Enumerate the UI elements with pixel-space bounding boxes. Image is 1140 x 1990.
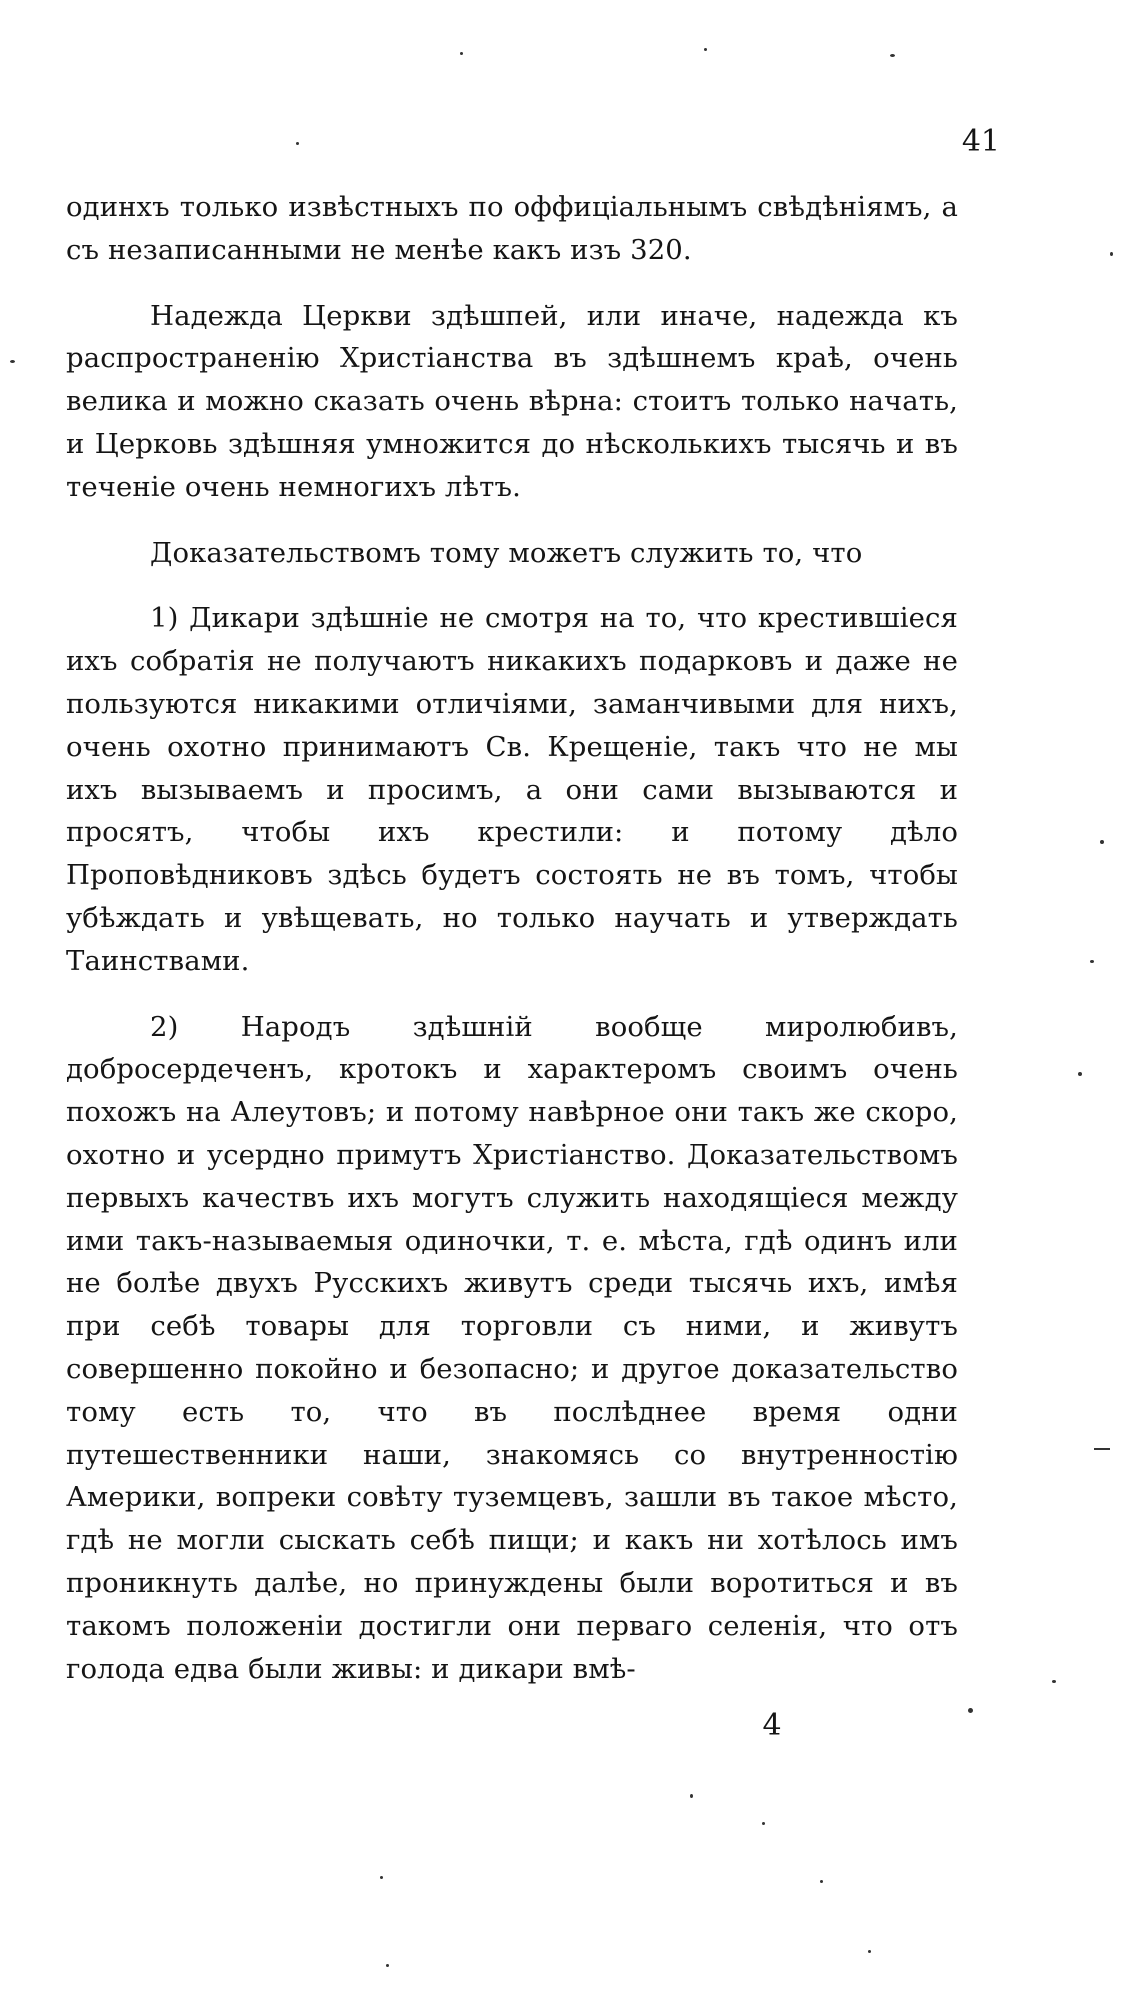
scan-speck (460, 52, 463, 55)
scan-speck (890, 54, 895, 57)
scan-speck (968, 1708, 973, 1713)
paragraph-point-2: 2) Народъ здѣшній вообще миролюбивъ, добросердеченъ, кротокъ и характеромъ своимъ очень похожъ на Алеутовъ; и потому навѣрное они такъ же скоро, охотно и усердно примутъ Христіанство. Доказательствомъ первыхъ качествъ ихъ могутъ служить находящіеся между ими такъ-называемыя одиночки, т. е. мѣста, гдѣ одинъ или не болѣе двухъ Русскихъ живутъ среди тысячь ихъ, имѣя при себѣ товары для торговли съ ними, и живутъ совершенно покойно и безопасно; и другое доказательство тому есть то, что въ послѣднее время одни путешественники наши, знакомясь со внутренностію Америки, вопреки совѣту туземцевъ, зашли въ такое мѣсто, гдѣ не могли сыскать себѣ пищи; и какъ ни хотѣлось имъ проникнуть далѣе, но принуждены были воротиться и въ такомъ положеніи достигли они перваго селенія, что отъ голода едва были живы: и дикари вмѣ- (66, 1010, 958, 1685)
scan-speck (1100, 840, 1104, 844)
body-text (66, 186, 958, 1713)
paragraph-proof-intro: Доказательствомъ тому можетъ служить то, что (150, 536, 863, 569)
scan-speck (762, 1822, 765, 1825)
scan-speck (386, 1964, 389, 1967)
scan-speck (690, 1794, 693, 1798)
scan-speck (820, 1880, 823, 1883)
scan-speck (380, 1876, 383, 1879)
scan-speck (1090, 960, 1094, 963)
signature-mark: 4 (762, 1708, 782, 1743)
paragraph-hope-of-church: Надежда Церкви здѣшпей, или иначе, надежда къ распространенію Христіанства въ здѣшнемъ краѣ, очень велика и можно сказать очень вѣрна: стоитъ только начать, и Церковь здѣшняя умножится до нѣсколькихъ тысячь и въ теченіе очень немногихъ лѣтъ. (66, 299, 958, 503)
scan-speck (704, 48, 707, 51)
page-number: 41 (961, 124, 1000, 159)
scan-speck (1110, 252, 1113, 256)
paragraph-point-1: 1) Дикари здѣшніе не смотря на то, что крестившіеся ихъ собратія не получаютъ никакихъ подарковъ и даже не пользуются никакими отличіями, заманчивыми для нихъ, очень охотно принимаютъ Св. Крещеніе, такъ что не мы ихъ вызываемъ и просимъ, а они сами вызываются и просятъ, чтобы ихъ крестили: и потому дѣло Проповѣдниковъ здѣсь будетъ состоять не въ томъ, чтобы убѣждать и увѣщевать, но только научать и утверждать Таинствами. (66, 602, 958, 977)
scan-speck (10, 360, 15, 363)
paragraph-continuation: одинхъ только извѣстныхъ по оффиціальнымъ свѣдѣніямъ, а съ незаписанными не менѣе какъ изъ 320. (66, 191, 958, 266)
scan-speck (868, 1950, 871, 1953)
scan-speck (1078, 1072, 1082, 1076)
scan-speck (296, 142, 299, 145)
scan-speck (1094, 1448, 1110, 1450)
scan-speck (1052, 1680, 1056, 1683)
